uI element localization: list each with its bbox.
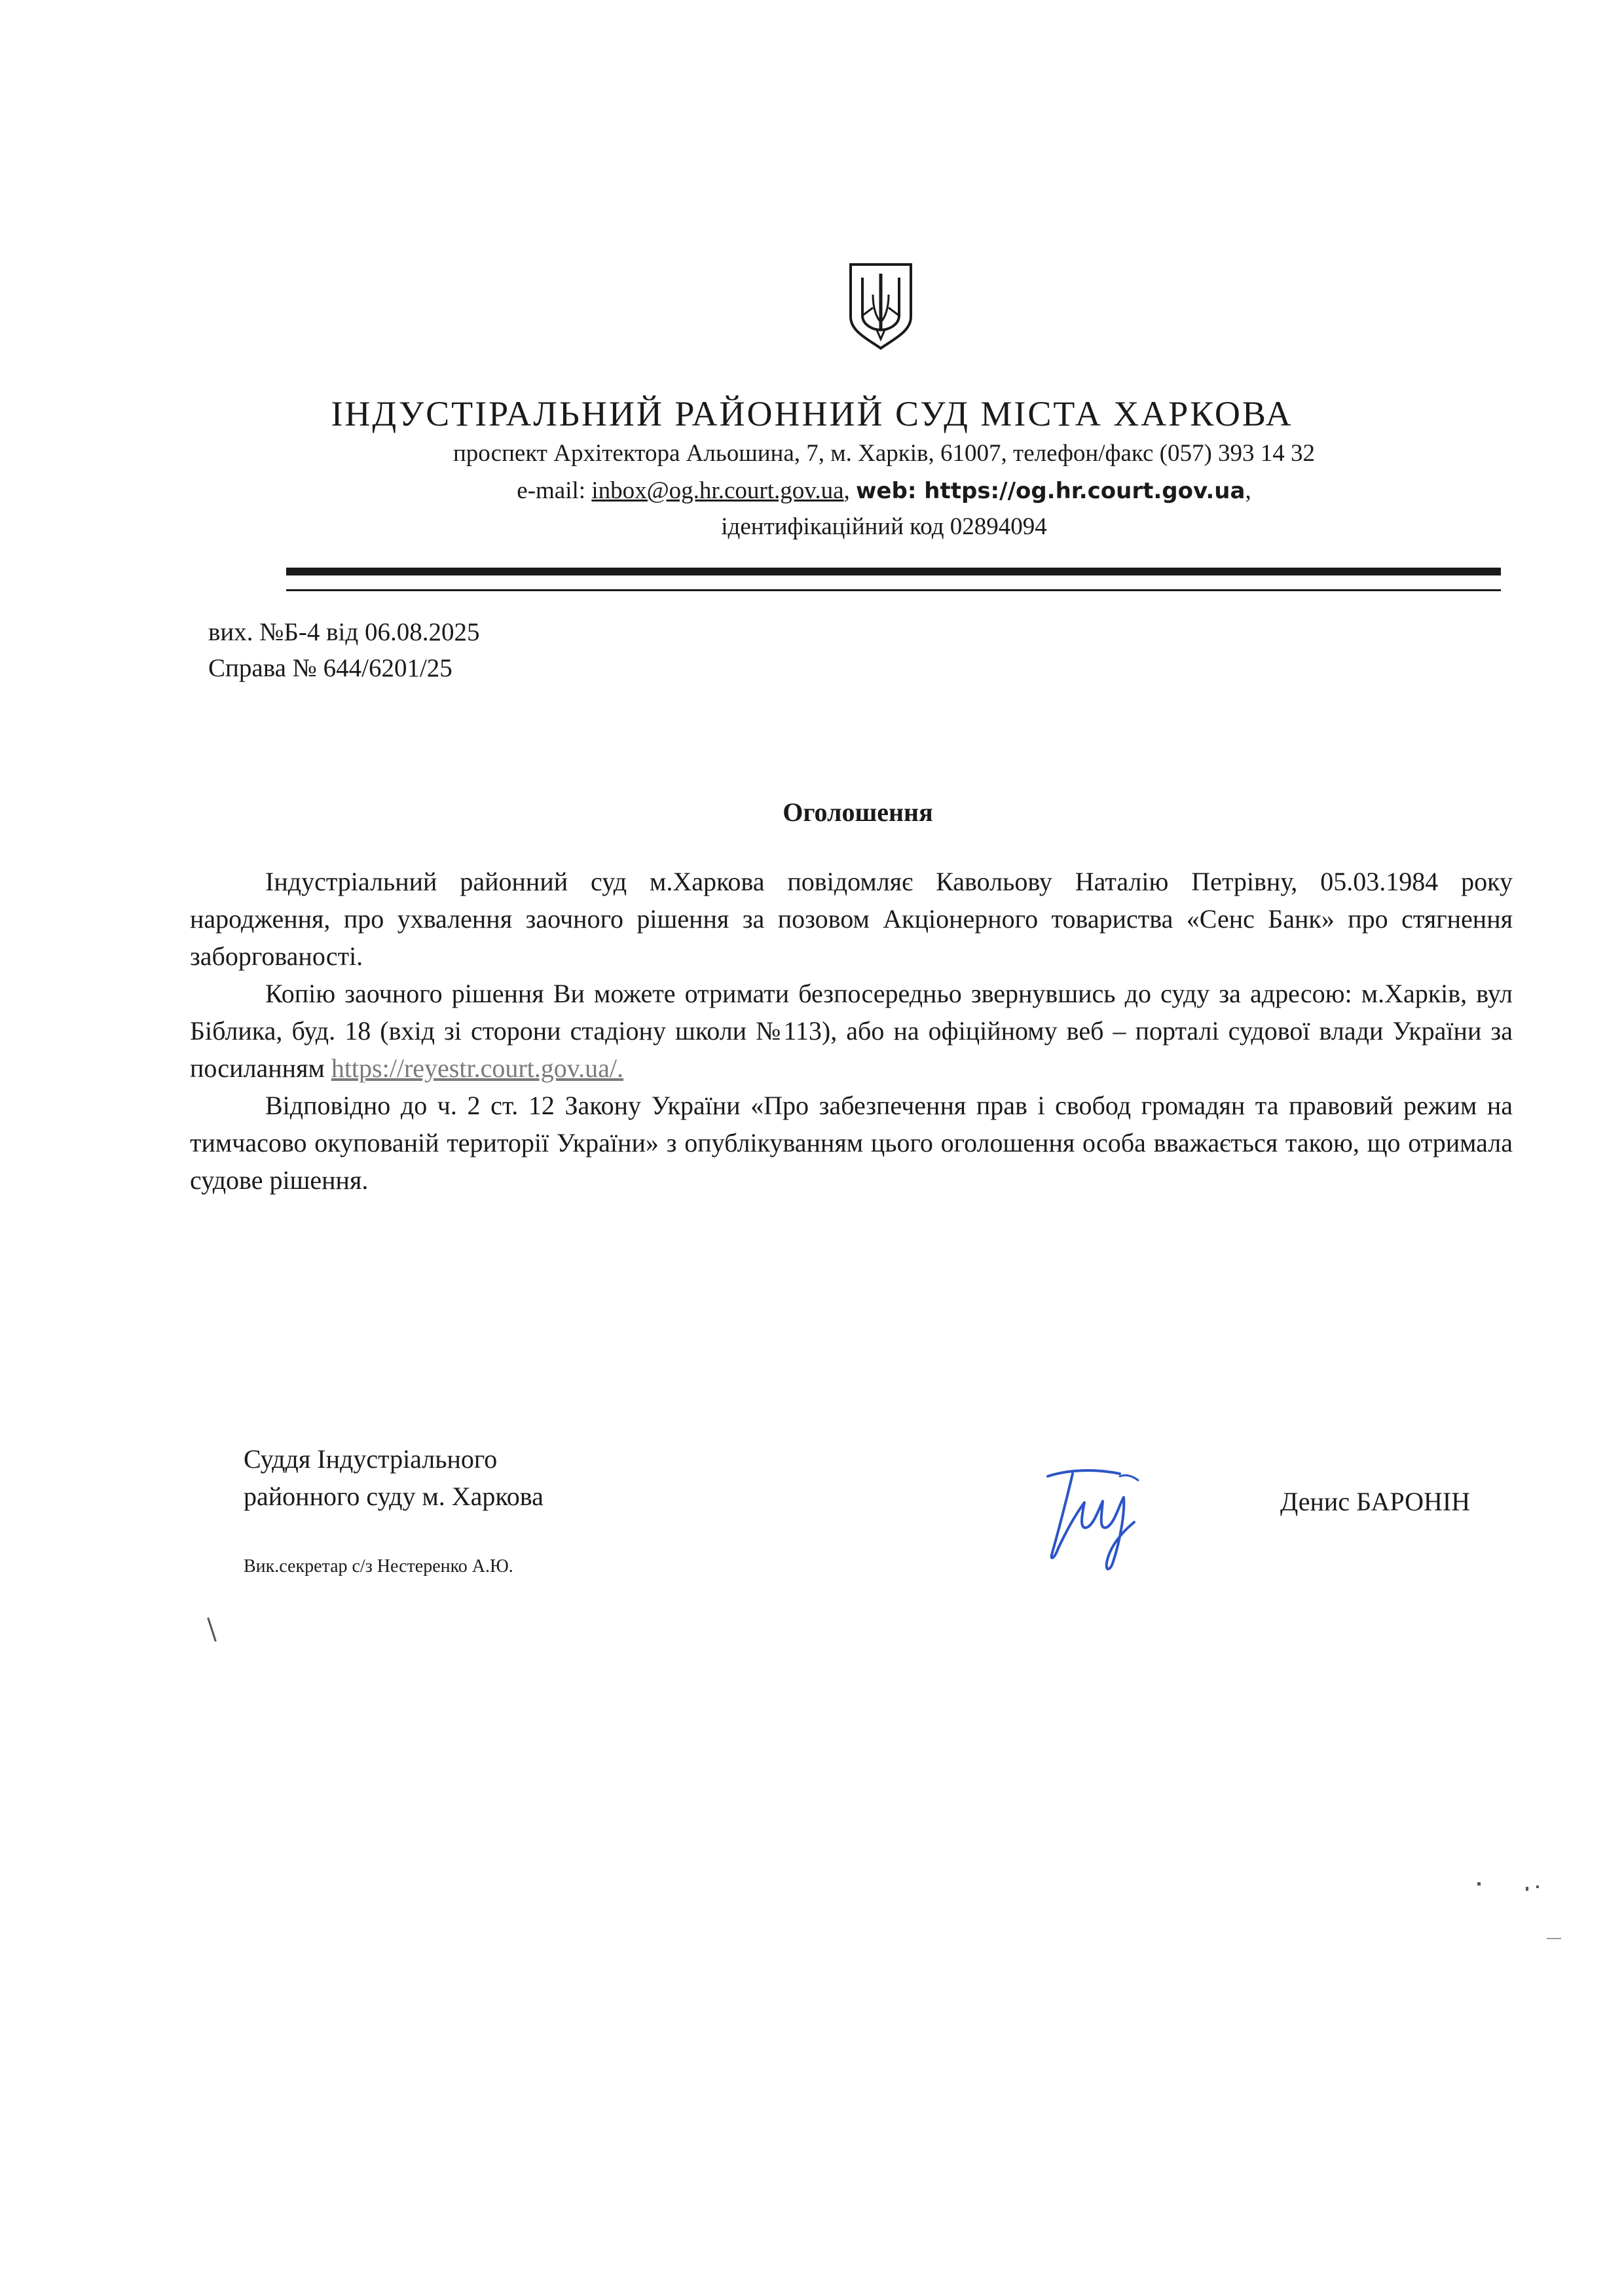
announcement-paragraph-3: Відповідно до ч. 2 ст. 12 Закону України «Про забезпечення прав і свобод громадян та правовий режим на тимчасово окупованій території України» з опублікуванням цього оголошення особа вважається такою, що отримала судове рішення. [190,1091,1513,1195]
scan-speck [1547,1938,1561,1939]
announcement-paragraph-2 [190,975,1513,1087]
announcement-title: Оголошення [783,797,933,827]
email-label: e-mail: [517,477,592,504]
email-link[interactable]: inbox@og.hr.court.gov.ua [591,477,844,504]
court-address: проспект Архітектора Альошина, 7, м. Харків, 61007, телефон/факс (057) 393 14 32 [452,440,1316,467]
scan-speck [1526,1887,1528,1891]
announcement-paragraph-1: Індустріальний районний суд м.Харкова повідомляє Кавольову Наталію Петрівну, 05.03.1984 року народження, про ухвалення заочного рішення за позовом Акціонерного товариства «Сенс Банк» про стягнення заборгованості. [190,867,1513,971]
registry-link[interactable]: https://reyestr.court.gov.ua/. [331,1053,624,1083]
court-contacts [0,476,1624,506]
separator-comma: , [843,477,857,504]
judge-title-line-1: Суддя Індустріального [244,1444,498,1474]
outgoing-number: вих. №Б-4 від 06.08.2025 [208,618,480,646]
web-label: web: [856,478,925,504]
web-link[interactable]: https://og.hr.court.gov.ua [924,478,1246,504]
court-name: ІНДУСТІРАЛЬНИЙ РАЙОННИЙ СУД МІСТА ХАРКОВА [331,394,1293,433]
scan-speck [1536,1886,1539,1888]
court-id-code: ідентифікаційний код 02894094 [721,513,1047,540]
executor-note: Вик.секретар с/з Нестеренко А.Ю. [244,1556,513,1576]
scan-speck [1477,1882,1481,1886]
trailing-comma: , [1245,477,1251,504]
header-divider-thin [286,589,1501,591]
paragraph-2-text: Копію заочного рішення Ви можете отримати безпосередньо звернувшись до суду за адресою: м.Харків, вул Біблика, буд. 18 (вхід зі сторони стадіону школи №113), або на офіційному веб – порталі судової влади України за посиланням [190,979,1513,1083]
scan-mark [207,1617,217,1641]
handwritten-signature [1022,1450,1166,1581]
judge-name: Денис БАРОНІН [1280,1487,1471,1516]
trident-emblem-icon [847,262,915,351]
case-number: Справа № 644/6201/25 [208,654,452,682]
judge-title-line-2: районного суду м. Харкова [244,1482,544,1511]
header-divider-thick [286,568,1501,575]
